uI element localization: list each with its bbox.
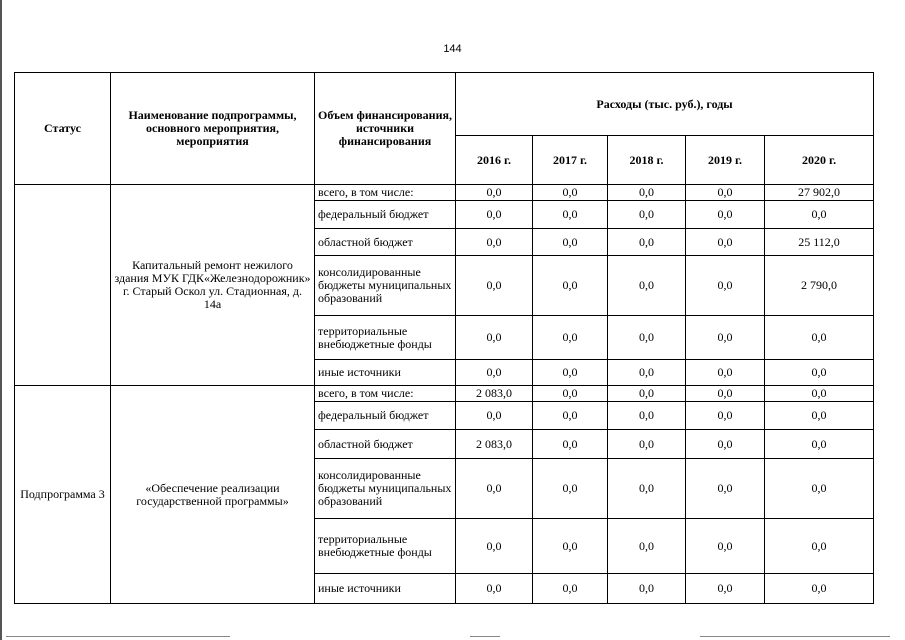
- value-cell: 0,0: [608, 229, 686, 256]
- value-cell: 0,0: [533, 386, 608, 402]
- value-cell: 0,0: [686, 402, 765, 430]
- source-cell: территориальные внебюджетные фонды: [315, 519, 456, 574]
- value-cell: 0,0: [608, 185, 686, 201]
- value-cell: 0,0: [533, 256, 608, 316]
- header-year: 2019 г.: [686, 136, 765, 185]
- value-cell: 0,0: [533, 360, 608, 386]
- value-cell: 0,0: [456, 185, 533, 201]
- value-cell: 0,0: [533, 185, 608, 201]
- source-cell: иные источники: [315, 360, 456, 386]
- source-cell: областной бюджет: [315, 430, 456, 459]
- source-cell: консолидированные бюджеты муниципальных образований: [315, 256, 456, 316]
- value-cell: 0,0: [765, 459, 874, 519]
- source-cell: консолидированные бюджеты муниципальных образований: [315, 459, 456, 519]
- status-cell: [15, 185, 111, 386]
- value-cell: 0,0: [456, 459, 533, 519]
- source-cell: федеральный бюджет: [315, 402, 456, 430]
- value-cell: 0,0: [456, 402, 533, 430]
- value-cell: 0,0: [456, 256, 533, 316]
- value-cell: 0,0: [456, 574, 533, 604]
- value-cell: 0,0: [456, 360, 533, 386]
- header-year: 2020 г.: [765, 136, 874, 185]
- header-year: 2018 г.: [608, 136, 686, 185]
- value-cell: 0,0: [686, 256, 765, 316]
- value-cell: 0,0: [456, 229, 533, 256]
- value-cell: 0,0: [608, 386, 686, 402]
- value-cell: 0,0: [533, 229, 608, 256]
- source-cell: областной бюджет: [315, 229, 456, 256]
- value-cell: 0,0: [686, 519, 765, 574]
- value-cell: 2 790,0: [765, 256, 874, 316]
- value-cell: 0,0: [765, 201, 874, 229]
- value-cell: 2 083,0: [456, 386, 533, 402]
- subprogram-name-cell: «Обеспечение реализации государственной программы»: [111, 386, 315, 604]
- value-cell: 0,0: [608, 430, 686, 459]
- value-cell: 0,0: [456, 316, 533, 360]
- value-cell: 0,0: [686, 386, 765, 402]
- value-cell: 0,0: [533, 316, 608, 360]
- page-edge: [0, 0, 2, 640]
- value-cell: 0,0: [686, 316, 765, 360]
- value-cell: 0,0: [608, 201, 686, 229]
- source-cell: всего, в том числе:: [315, 185, 456, 201]
- value-cell: 0,0: [608, 459, 686, 519]
- value-cell: 0,0: [608, 574, 686, 604]
- value-cell: 0,0: [456, 519, 533, 574]
- value-cell: 0,0: [533, 430, 608, 459]
- value-cell: 0,0: [765, 519, 874, 574]
- value-cell: 27 902,0: [765, 185, 874, 201]
- value-cell: 0,0: [533, 459, 608, 519]
- value-cell: 0,0: [533, 574, 608, 604]
- value-cell: 0,0: [533, 402, 608, 430]
- value-cell: 0,0: [608, 316, 686, 360]
- value-cell: 0,0: [686, 574, 765, 604]
- value-cell: 0,0: [686, 229, 765, 256]
- source-cell: всего, в том числе:: [315, 386, 456, 402]
- source-cell: территориальные внебюджетные фонды: [315, 316, 456, 360]
- value-cell: 0,0: [686, 360, 765, 386]
- value-cell: 0,0: [686, 459, 765, 519]
- table-row: [15, 386, 874, 402]
- value-cell: 0,0: [533, 519, 608, 574]
- subprogram-name-cell: Капитальный ремонт нежилого здания МУК ГДК«Железнодорожник» г. Старый Оскол ул. Стадионная, д. 14а: [111, 185, 315, 386]
- value-cell: 0,0: [765, 316, 874, 360]
- value-cell: 0,0: [686, 430, 765, 459]
- header-name: Наименование подпрограммы, основного мероприятия, мероприятия: [111, 73, 315, 185]
- value-cell: 0,0: [765, 574, 874, 604]
- source-cell: федеральный бюджет: [315, 201, 456, 229]
- value-cell: 25 112,0: [765, 229, 874, 256]
- value-cell: 0,0: [608, 256, 686, 316]
- source-cell: иные источники: [315, 574, 456, 604]
- value-cell: 0,0: [765, 402, 874, 430]
- value-cell: 0,0: [686, 185, 765, 201]
- header-expenses: Расходы (тыс. руб.), годы: [456, 73, 874, 136]
- value-cell: 0,0: [765, 386, 874, 402]
- value-cell: 0,0: [686, 201, 765, 229]
- page-divider: [470, 636, 500, 637]
- value-cell: 2 083,0: [456, 430, 533, 459]
- page-number: 144: [443, 43, 462, 55]
- value-cell: 0,0: [456, 201, 533, 229]
- value-cell: 0,0: [608, 360, 686, 386]
- table-row: [15, 185, 874, 201]
- status-cell: Подпрограмма 3: [15, 386, 111, 604]
- page-divider: [6, 636, 230, 637]
- value-cell: 0,0: [765, 430, 874, 459]
- header-status: Статус: [15, 73, 111, 185]
- header-year: 2017 г.: [533, 136, 608, 185]
- value-cell: 0,0: [608, 402, 686, 430]
- value-cell: 0,0: [533, 201, 608, 229]
- page-divider: [700, 636, 890, 637]
- header-year: 2016 г.: [456, 136, 533, 185]
- value-cell: 0,0: [765, 360, 874, 386]
- value-cell: 0,0: [608, 519, 686, 574]
- budget-table: [14, 72, 874, 604]
- header-volume: Объем финансирования, источники финансирования: [315, 73, 456, 185]
